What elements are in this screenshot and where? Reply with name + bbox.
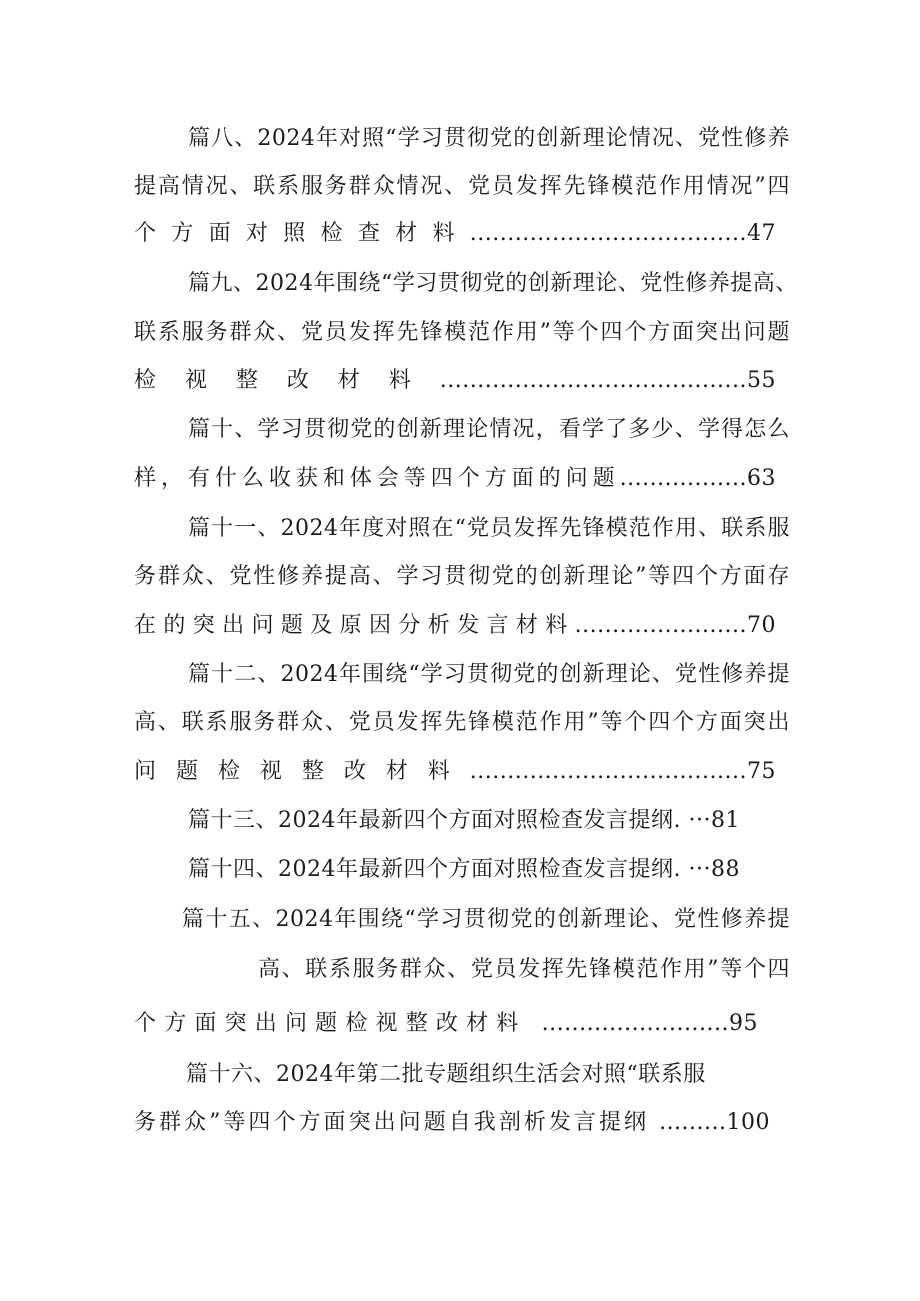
toc-entry-11-line-3: 在的突出问题及原因分析发言材料.......................70 (134, 613, 776, 638)
toc-entry-13-line-1: 篇十三、2024年最新四个方面对照检查发言提纲. ···81 (188, 808, 740, 833)
toc-entry-15-line-1: 篇十五、2024年围绕“学习贯彻党的创新理论、党性修养提 (182, 907, 790, 932)
toc-entry-9-line-1: 篇九、2024年围绕“学习贯彻党的创新理论、党性修养提高、 (188, 271, 798, 296)
toc-entry-12-line-1: 篇十二、2024年围绕“学习贯彻党的创新理论、党性修养提 (188, 662, 790, 687)
toc-entry-9-line-2: 联系服务群众、党员发挥先锋模范作用”等个四个方面突出问题 (134, 320, 790, 345)
toc-entry-16-line-1: 篇十六、2024年第二批专题组织生活会对照“联系服 (186, 1062, 706, 1087)
toc-entry-8-line-2: 提高情况、联系服务群众情况、党员发挥先锋模范作用情况”四 (134, 174, 790, 199)
toc-entry-10-line-1: 篇十、学习贯彻党的创新理论情况，看学了多少、学得怎么 (188, 417, 790, 442)
toc-entry-11-line-2: 务群众、党性修养提高、学习贯彻党的创新理论”等四个方面存 (134, 564, 790, 589)
toc-entry-15-line-2: 高、联系服务群众、党员发挥先锋模范作用”等个四 (258, 957, 790, 982)
toc-entry-16-line-2: 务群众”等四个方面突出问题自我剖析发言提纲 .........100 (134, 1110, 770, 1135)
toc-entry-8-line-3: 个方面对照检查材料.....................................47 (134, 221, 776, 246)
toc-entry-10-line-2: 样，有什么收获和体会等四个方面的问题.................63 (134, 466, 776, 491)
toc-entry-14-line-1: 篇十四、2024年最新四个方面对照检查发言提纲. ···88 (188, 857, 740, 882)
toc-entry-9-line-3: 检视整改材料.........................................55 (134, 368, 776, 393)
toc-entry-8-line-1: 篇八、2024年对照“学习贯彻党的创新理论情况、党性修养 (188, 126, 790, 151)
toc-entry-15-line-3: 个方面突出问题检视整改材料 .........................95 (134, 1011, 758, 1036)
toc-entry-12-line-2: 高、联系服务群众、党员发挥先锋模范作用”等个四个方面突出 (134, 710, 790, 735)
toc-entry-12-line-3: 问题检视整改材料.....................................75 (134, 759, 776, 784)
toc-entry-11-line-1: 篇十一、2024年度对照在“党员发挥先锋模范作用、联系服 (188, 516, 790, 541)
